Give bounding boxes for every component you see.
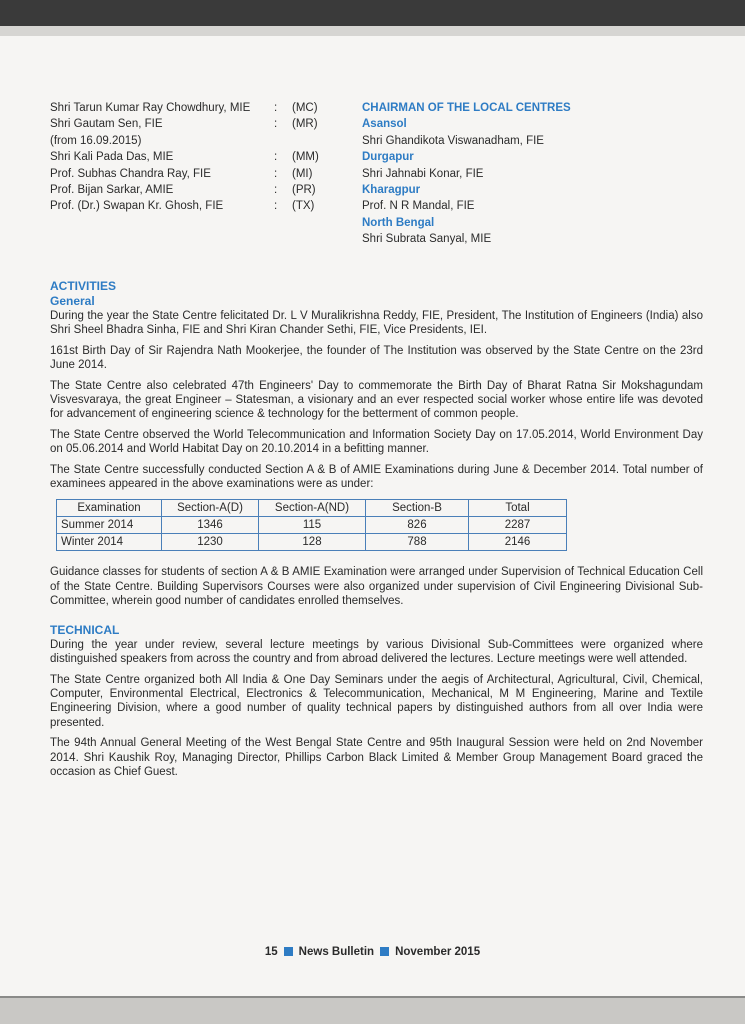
table-cell: 128	[259, 534, 366, 551]
centre-chairman: Shri Subrata Sanyal, MIE	[362, 233, 492, 246]
member-colon: :	[274, 118, 278, 131]
table-cell: 2287	[469, 517, 567, 534]
issue-date: November 2015	[395, 946, 481, 958]
member-code: (MI)	[292, 167, 313, 180]
exam-results-table	[56, 499, 567, 551]
table-cell: 788	[366, 534, 469, 551]
centre-name: Asansol	[362, 118, 407, 131]
scan-bottom-edge	[0, 996, 745, 1024]
publication-name: News Bulletin	[298, 946, 375, 958]
table-cell: 1346	[162, 517, 259, 534]
member-name: Prof. (Dr.) Swapan Kr. Ghosh, FIE	[50, 200, 224, 213]
member-name: Prof. Subhas Chandra Ray, FIE	[50, 167, 211, 180]
chairmen-heading: CHAIRMAN OF THE LOCAL CENTRES	[362, 102, 571, 114]
table-cell: 1230	[162, 534, 259, 551]
paper-lip	[0, 26, 745, 36]
activities-heading: ACTIVITIES	[50, 279, 117, 293]
activities-paragraph: 161st Birth Day of Sir Rajendra Nath Mookerjee, the founder of The Institution was observed by the State Centre on the 23rd June 2014.	[50, 344, 703, 372]
member-colon: :	[274, 200, 278, 213]
centre-name: Durgapur	[362, 151, 414, 164]
member-colon: :	[274, 183, 278, 196]
page-footer	[0, 946, 745, 958]
table-row	[57, 534, 567, 551]
member-code: (MC)	[292, 102, 318, 114]
table-cell: 826	[366, 517, 469, 534]
member-name: Prof. Bijan Sarkar, AMIE	[50, 183, 174, 196]
member-name: Shri Kali Pada Das, MIE	[50, 151, 174, 164]
member-name: (from 16.09.2015)	[50, 134, 142, 147]
table-header-cell: Examination	[57, 500, 162, 517]
technical-heading: TECHNICAL	[50, 622, 120, 637]
table-row	[57, 517, 567, 534]
activities-paragraph: The State Centre observed the World Telecommunication and Information Society Day on 17.05.2014, World Environment Day on 05.06.2014 and World Habitat Day on 20.10.2014 in a befitting manner.	[50, 428, 703, 456]
centre-chairman: Prof. N R Mandal, FIE	[362, 200, 475, 213]
member-colon	[274, 133, 292, 149]
member-code: (MM)	[292, 151, 319, 164]
general-subheading: General	[50, 294, 95, 308]
guidance-paragraph: Guidance classes for students of section A & B AMIE Examination were arranged under Supervision of Technical Education Cell of the State Centre. Building Supervisors Courses were also organized under supervision of Civil Engineering Divisional Sub-Committee, wherein good number of candidates enrolled themselves.	[50, 566, 703, 608]
member-row	[50, 198, 350, 214]
member-name: Shri Tarun Kumar Ray Chowdhury, MIE	[50, 102, 251, 114]
centre-chairman: Shri Ghandikota Viswanadham, FIE	[362, 134, 544, 147]
square-bullet-icon	[284, 947, 293, 956]
table-header-row	[57, 500, 567, 517]
table-cell: 115	[259, 517, 366, 534]
table-cell: 2146	[469, 534, 567, 551]
table-header-cell: Section-B	[366, 500, 469, 517]
member-row	[50, 166, 350, 182]
committee-members-list	[50, 100, 350, 215]
centre-chairman: Shri Jahnabi Konar, FIE	[362, 167, 484, 180]
member-row	[50, 182, 350, 198]
table-cell: Summer 2014	[57, 517, 162, 534]
activities-paragraph: During the year the State Centre felicitated Dr. L V Muralikrishna Reddy, FIE, President, The Institution of Engineers (India) also Shri Sheel Bhadra Sinha, FIE and Shri Kiran Chander Sethi, FIE, Vice Presidents, IEI.	[50, 310, 703, 337]
table-header-cell: Total	[469, 500, 567, 517]
member-code: (TX)	[292, 200, 315, 213]
member-row	[50, 149, 350, 165]
member-code: (MR)	[292, 118, 318, 131]
page-number: 15	[264, 946, 278, 958]
member-colon: :	[274, 167, 278, 180]
member-row	[50, 116, 350, 132]
member-row	[50, 133, 350, 149]
square-bullet-icon	[380, 947, 389, 956]
activities-paragraph: The State Centre successfully conducted Section A & B of AMIE Examinations during June & December 2014. Total number of examinees appeared in the above examinations were as under:	[50, 463, 703, 491]
table-cell: Winter 2014	[57, 534, 162, 551]
member-code: (PR)	[292, 183, 316, 196]
article-body	[50, 279, 703, 785]
activities-paragraph: The State Centre also celebrated 47th Engineers' Day to commemorate the Birth Day of Bharat Ratna Sir Mokshagundam Visvesvaraya, the great Engineer – Statesman, a visionary and an ever respected social worker whose entire life was devoted for advancement of engineering science & technology for the betterment of common people.	[50, 379, 703, 421]
member-name: Shri Gautam Sen, FIE	[50, 118, 163, 131]
centre-name: Kharagpur	[362, 183, 421, 196]
technical-paragraph: The State Centre organized both All India & One Day Seminars under the aegis of Architectural, Agricultural, Civil, Chemical, Computer, Environmental Electrical, Electronics & Telecommunication, Mechanical, M M Engineering, Marine and Textile Engineering Division, where a good number of quality technical papers by distinguished authors from all over India were presented.	[50, 673, 703, 729]
member-colon: :	[274, 102, 278, 114]
centre-name: North Bengal	[362, 216, 435, 229]
table-header-cell: Section-A(D)	[162, 500, 259, 517]
technical-paragraph: The 94th Annual General Meeting of the West Bengal State Centre and 95th Inaugural Session were held on 2nd November 2014. Shri Kaushik Roy, Managing Director, Phillips Carbon Black Limited & Member Group Management Board graced the occasion as Chief Guest.	[50, 737, 703, 778]
scan-top-edge	[0, 0, 745, 36]
table-header-cell: Section-A(ND)	[259, 500, 366, 517]
member-code	[292, 133, 342, 149]
technical-paragraph: During the year under review, several lecture meetings by various Divisional Sub-Committees were organized where distinguished speakers from across the country and from abroad delivered the lectures. Lecture meetings were well attended.	[50, 638, 703, 666]
local-centres-chairmen	[362, 100, 662, 248]
member-colon: :	[274, 151, 278, 164]
member-row	[50, 100, 350, 116]
